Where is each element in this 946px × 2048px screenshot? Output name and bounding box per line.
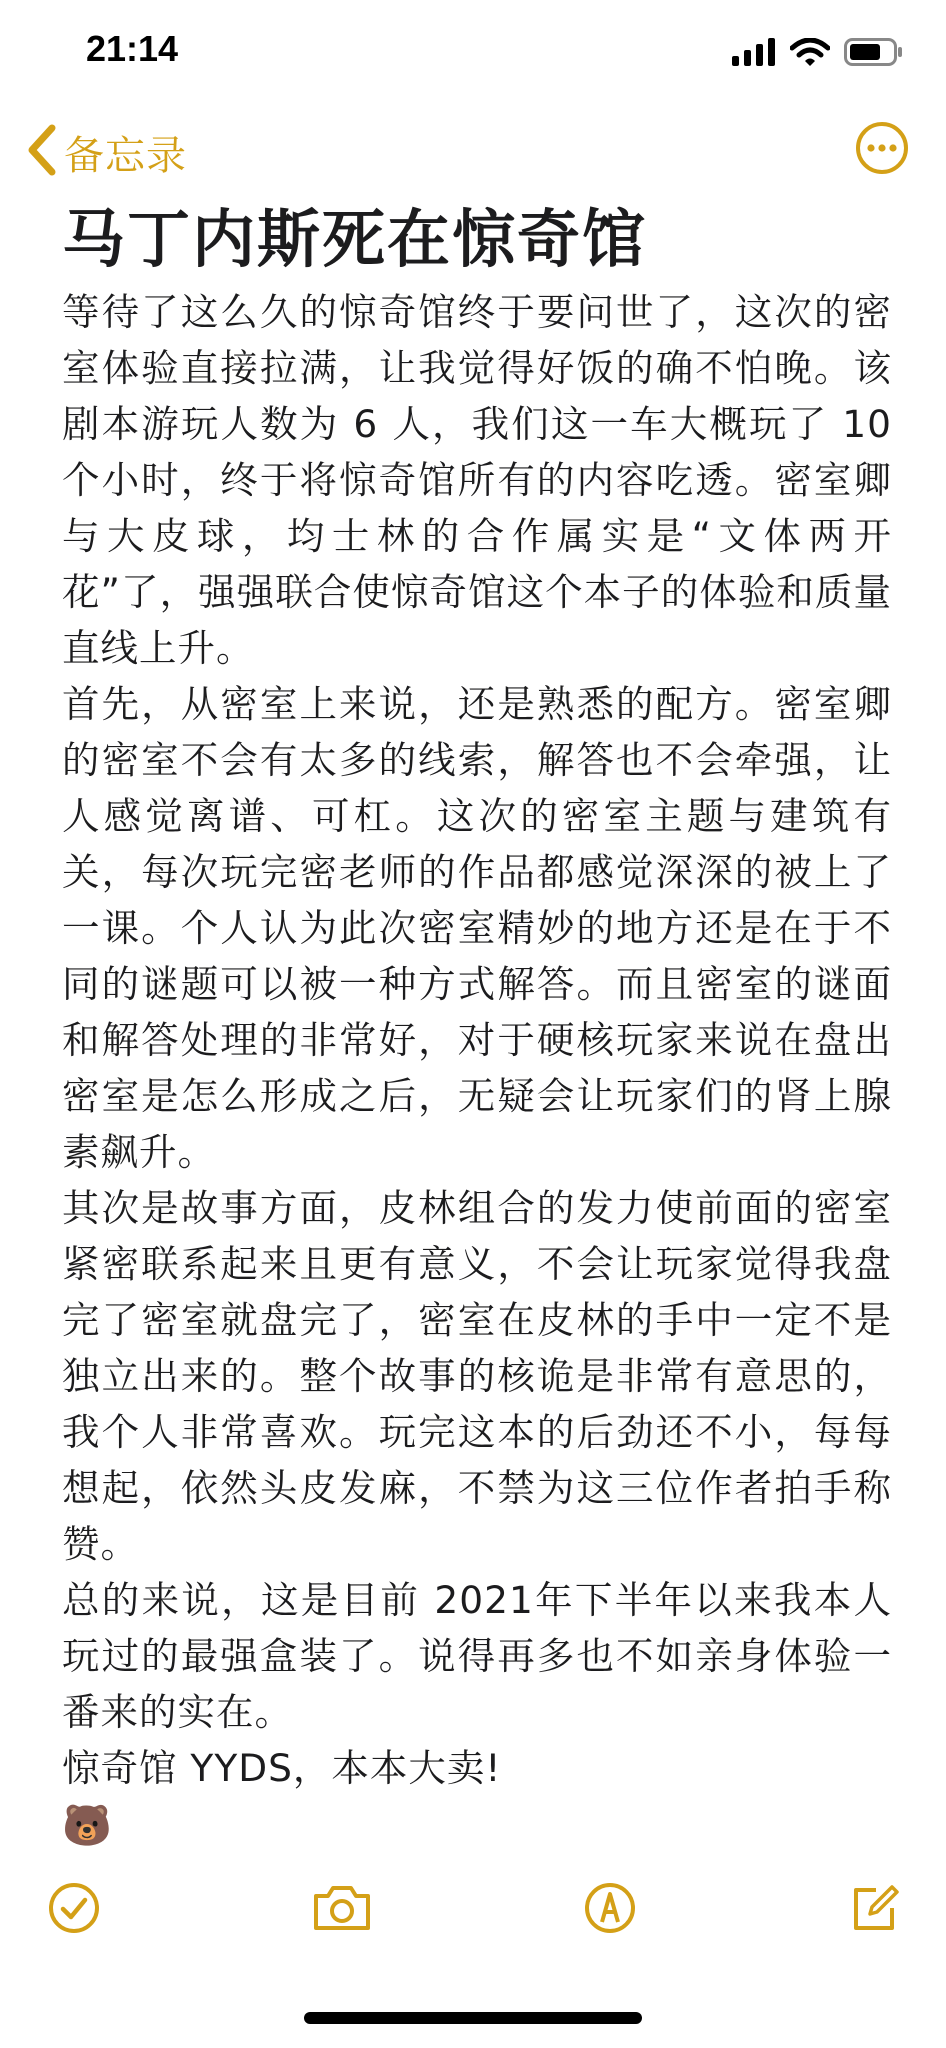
chevron-left-icon bbox=[24, 122, 60, 182]
checklist-icon bbox=[46, 1921, 102, 1940]
cellular-signal-icon bbox=[732, 38, 776, 70]
note-paragraph: 等待了这么久的惊奇馆终于要问世了，这次的密室体验直接拉满，让我觉得好饭的确不怕晚。该剧本游玩人数为 6 人，我们这一车大概玩了 10 个小时，终于将惊奇馆所有的内容吃透。密室卿与大皮球，均士林的合作属实是“文体两开花”了，强强联合使惊奇馆这个本子的体验和质量直线上升。 bbox=[62, 290, 892, 670]
back-button[interactable] bbox=[24, 122, 187, 182]
bear-emoji: 🐻 bbox=[62, 1803, 112, 1849]
home-indicator[interactable] bbox=[304, 2012, 642, 2024]
back-label: 备忘录 bbox=[64, 132, 187, 179]
note-paragraph: 其次是故事方面，皮林组合的发力使前面的密室紧密联系起来且更有意义，不会让玩家觉得我盘完了密室就盘完了，密室在皮林的手中一定不是独立出来的。整个故事的核诡是非常有意思的，我个人非常喜欢。玩完这本的后劲还不小，每每想起，依然头皮发麻，不禁为这三位作者拍手称赞。 bbox=[62, 1186, 892, 1566]
ellipsis-circle-icon bbox=[854, 161, 910, 180]
note-title: 马丁内斯死在惊奇馆 bbox=[62, 203, 647, 276]
note-paragraph: 惊奇馆 YYDS，本本大卖! bbox=[62, 1746, 502, 1790]
bottom-toolbar bbox=[0, 1880, 946, 1960]
note-paragraph: 总的来说，这是目前 2021年下半年以来我本人玩过的最强盒装了。说得再多也不如亲身体验一番来的实在。 bbox=[62, 1578, 892, 1734]
compose-button[interactable] bbox=[846, 1880, 902, 1936]
note-body[interactable] bbox=[62, 200, 892, 1856]
markup-pen-icon bbox=[582, 1921, 638, 1940]
camera-icon bbox=[310, 1921, 374, 1940]
status-bar bbox=[0, 0, 946, 100]
nav-bar bbox=[0, 110, 946, 200]
wifi-icon bbox=[790, 38, 830, 70]
compose-icon bbox=[846, 1921, 902, 1940]
battery-icon bbox=[844, 38, 904, 70]
status-icons bbox=[732, 38, 904, 70]
status-time: 21:14 bbox=[86, 28, 179, 69]
checklist-button[interactable] bbox=[46, 1880, 102, 1936]
markup-button[interactable] bbox=[582, 1880, 638, 1936]
note-paragraph: 首先，从密室上来说，还是熟悉的配方。密室卿的密室不会有太多的线索，解答也不会牵强，让人感觉离谱、可杠。这次的密室主题与建筑有关，每次玩完密老师的作品都感觉深深的被上了一课。个人认为此次密室精妙的地方还是在于不同的谜题可以被一种方式解答。而且密室的谜面和解答处理的非常好，对于硬核玩家来说在盘出密室是怎么形成之后，无疑会让玩家们的肾上腺素飙升。 bbox=[62, 682, 892, 1174]
more-button[interactable] bbox=[854, 120, 910, 176]
camera-button[interactable] bbox=[310, 1880, 374, 1936]
